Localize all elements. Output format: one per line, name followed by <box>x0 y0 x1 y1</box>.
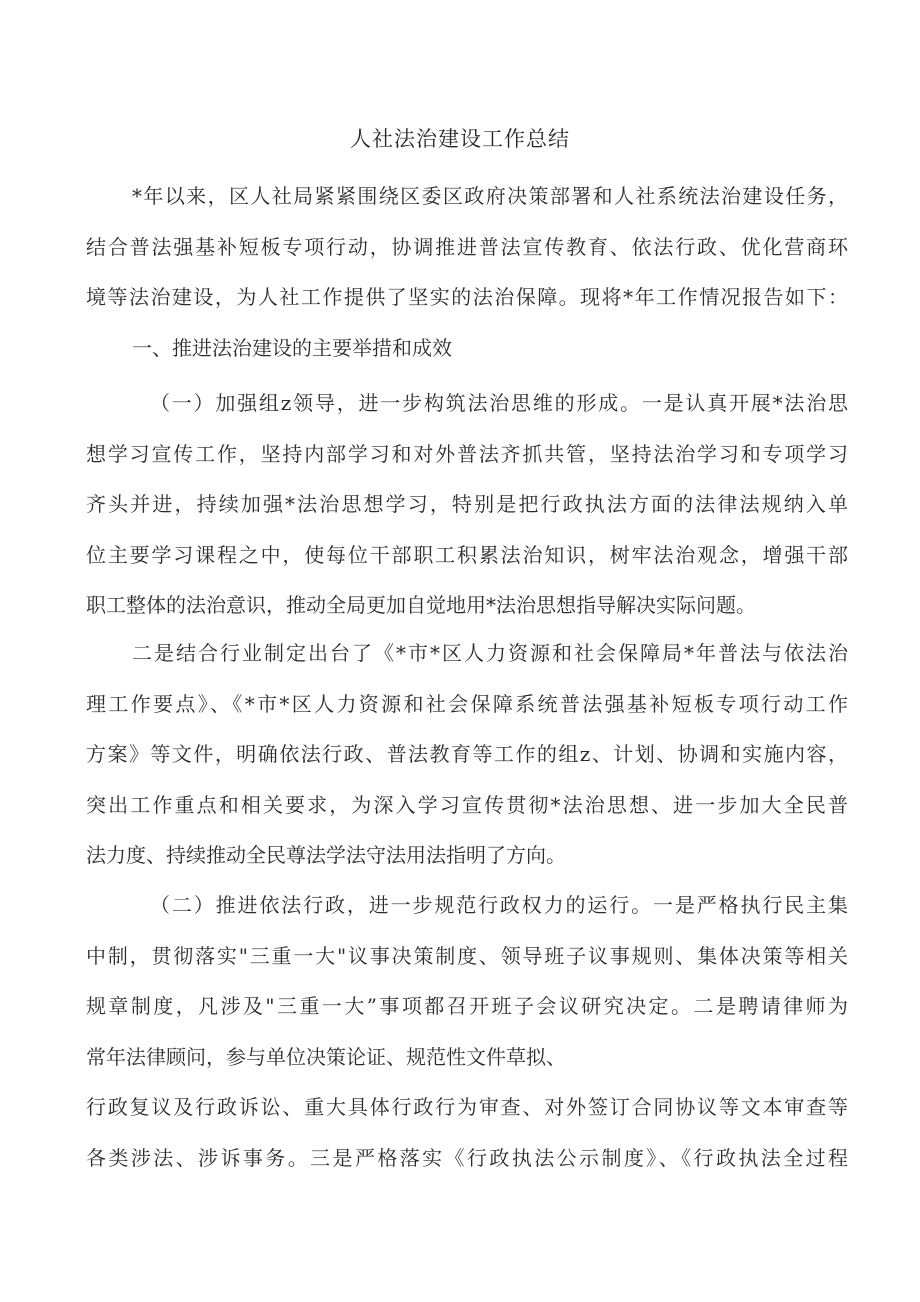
text-line: 位主要学习课程之中，使每位干部职工积累法治知识，树牢法治观念，增强干部 <box>86 542 848 567</box>
text-line: *年以来，区人社局紧紧围绕区委区政府决策部署和人社系统法治建设任务， <box>132 184 848 208</box>
text-line: 常年法律顾问，参与单位决策论证、规范性文件草拟、 <box>86 1044 566 1069</box>
text-line: 法力度、持续推动全民尊法学法守法用法指明了方向。 <box>86 843 566 868</box>
text-line: 职工整体的法治意识，推动全局更加自觉地用*法治思想指导解决实际问题。 <box>86 593 756 618</box>
text-line: 一、推进法治建设的主要举措和成效 <box>132 336 452 360</box>
text-line: 中制，贯彻落实"三重一大"议事决策制度、领导班子议事规则、集体决策等相关 <box>86 943 848 968</box>
text-line: 行政复议及行政诉讼、重大具体行政行为审查、对外签订合同协议等文本审查等 <box>86 1095 848 1119</box>
text-line: 想学习宣传工作，坚持内部学习和对外普法齐抓共管，坚持法治学习和专项学习 <box>86 441 848 466</box>
text-line: 规章制度，凡涉及"三重一大”事项都召开班子会议研究决定。二是聘请律师为 <box>86 994 848 1019</box>
paragraph-section-2 <box>86 880 848 1082</box>
section-heading <box>86 323 848 374</box>
text-line: 各类涉法、涉诉事务。三是严格落实《行政执法公示制度》、《行政执法全过程 <box>86 1145 848 1170</box>
text-line: （二）推进依法行政，进一步规范行政权力的运行。一是严格执行民主集 <box>150 893 848 917</box>
paragraph-section-2-b <box>86 1082 848 1183</box>
text-line: （一）加强组z领导，进一步构筑法治思维的形成。一是认真开展*法治思 <box>150 391 848 415</box>
text-line: 齐头并进，持续加强*法治思想学习，特别是把行政执法方面的法律法规纳入单 <box>86 492 848 517</box>
document-title: 人社法治建设工作总结 <box>350 127 570 151</box>
text-line: 方案》等文件，明确依法行政、普法教育等工作的组z、计划、协调和实施内容， <box>86 742 848 767</box>
paragraph-section-1 <box>86 378 848 631</box>
text-line: 结合普法强基补短板专项行动，协调推进普法宣传教育、依法行政、优化营商环 <box>86 234 848 259</box>
text-line: 二是结合行业制定出台了《*市*区人力资源和社会保障局*年普法与依法治 <box>132 641 848 665</box>
paragraph-intro <box>86 171 848 323</box>
text-line: 理工作要点》、《*市*区人力资源和社会保障系统普法强基补短板专项行动工作 <box>86 691 848 716</box>
text-line: 突出工作重点和相关要求，为深入学习宣传贯彻*法治思想、进一步加大全民普 <box>86 792 848 817</box>
text-line: 境等法治建设，为人社工作提供了坚实的法治保障。现将*年工作情况报告如下： <box>86 285 848 310</box>
paragraph-section-1-b <box>86 628 848 881</box>
